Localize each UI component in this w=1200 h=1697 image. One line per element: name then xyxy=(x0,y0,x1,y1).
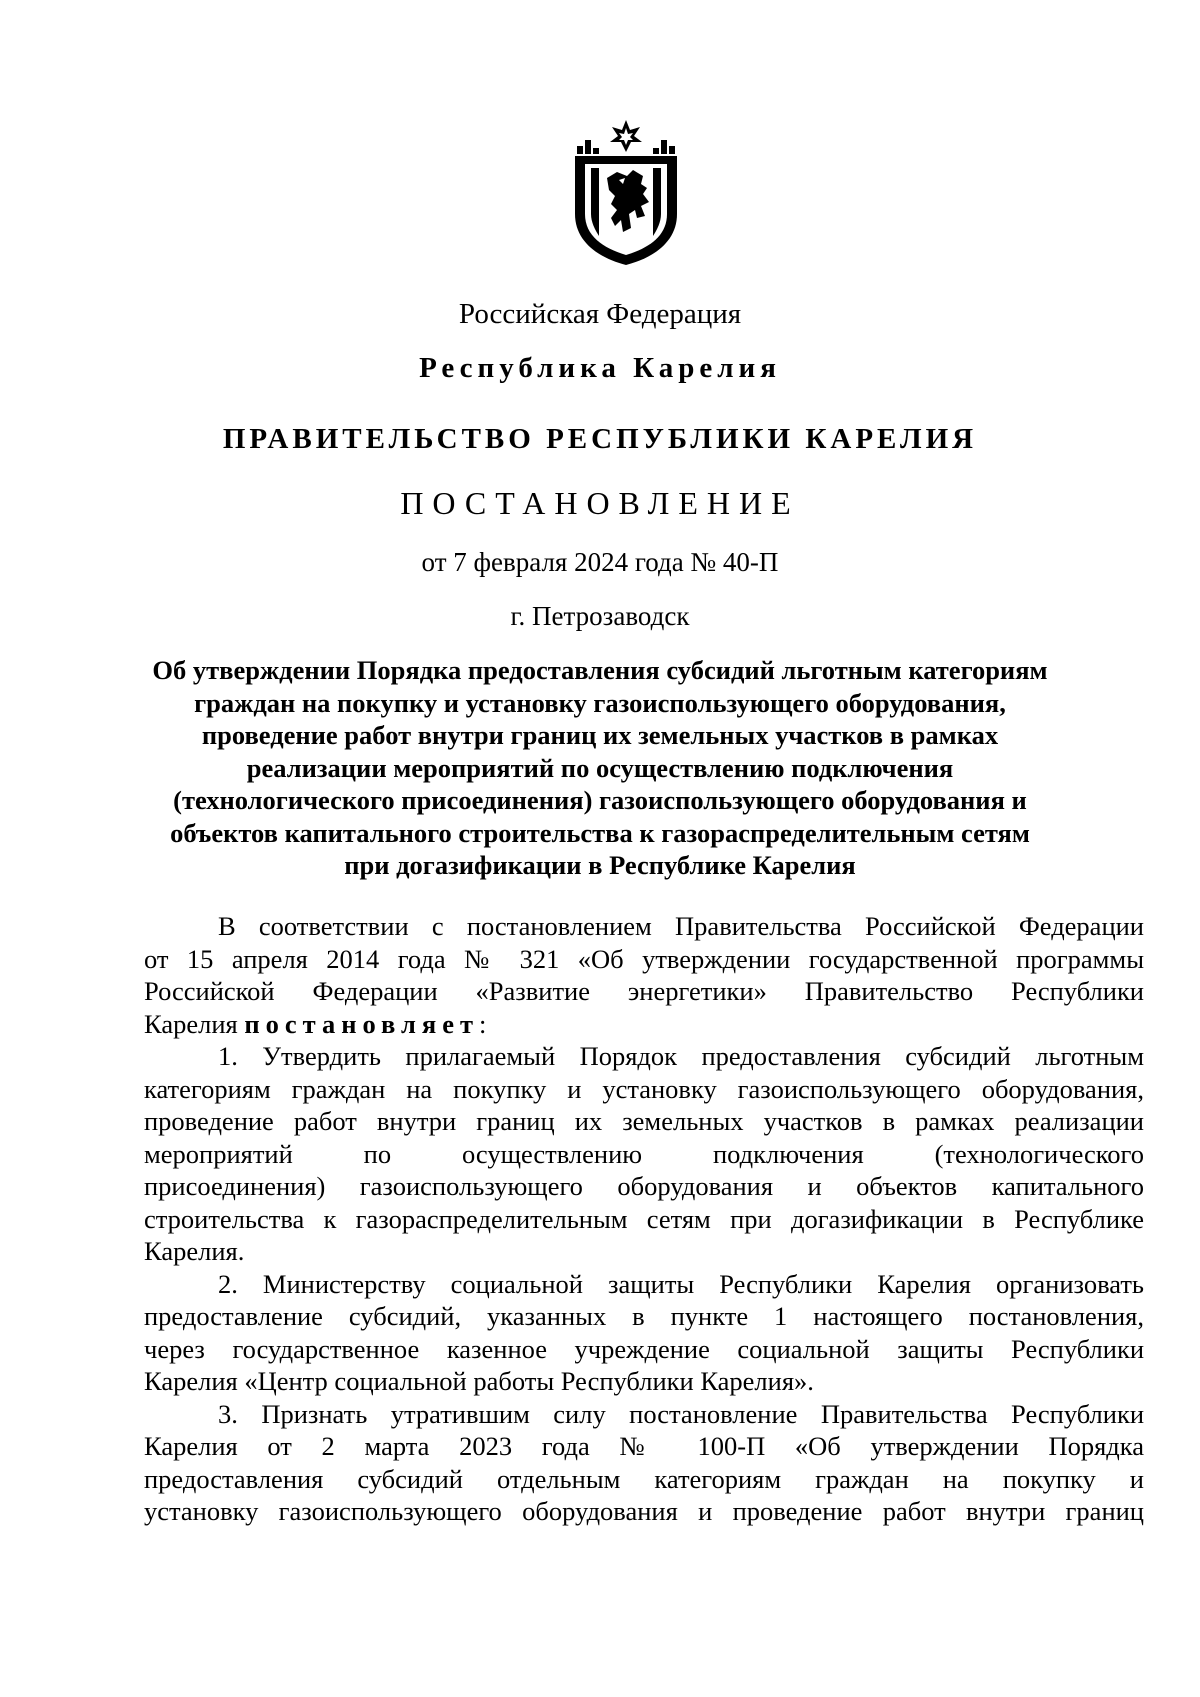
body-line: установку газоиспользующего оборудования и проведение работ внутри границ xyxy=(144,1496,1144,1526)
document-body xyxy=(144,910,1144,1528)
title-line: (технологического присоединения) газоиспользующего оборудования и xyxy=(173,785,1027,815)
body-line: предоставления субсидий отдельным категориям граждан на покупку и xyxy=(144,1463,1144,1494)
body-line: Карелия от 2 марта 2023 года № 100-П «Об утверждении Порядка xyxy=(144,1431,1144,1461)
body-line: 2. Министерству социальной защиты Республики Карелия организовать xyxy=(218,1268,1144,1299)
body-line: 3. Признать утратившим силу постановление Правительства Республики xyxy=(218,1398,1144,1429)
body-line: предоставление субсидий, указанных в пункте 1 настоящего постановления, xyxy=(144,1301,1144,1331)
body-line: Карелия «Центр социальной работы Республики Карелия». xyxy=(144,1366,814,1396)
body-line: Карелия. xyxy=(144,1236,245,1266)
body-line: Российской Федерации «Развитие энергетики» Правительство Республики xyxy=(144,976,1144,1006)
body-line: через государственное казенное учреждение социальной защиты Республики xyxy=(144,1333,1144,1364)
preamble-suffix: : xyxy=(479,1008,487,1039)
title-line: при догазификации в Республике Карелия xyxy=(344,850,856,880)
preamble-prefix: Карелия xyxy=(144,1008,245,1039)
decree-word: постановляет xyxy=(244,1008,480,1039)
document-date-number: от 7 февраля 2024 года № 40-П xyxy=(421,547,779,577)
republic-name: Республика Карелия xyxy=(419,352,781,384)
body-line: проведение работ внутри границ их земельных участков в рамках реализации xyxy=(144,1106,1144,1136)
karelia-coat-of-arms-emblem xyxy=(571,118,681,266)
body-line xyxy=(144,1008,1144,1041)
title-line: граждан на покупку и установку газоиспользующего оборудования, xyxy=(194,687,1006,718)
title-line: реализации мероприятий по осуществлению подключения xyxy=(246,752,954,783)
document-city: г. Петрозаводск xyxy=(510,601,690,631)
body-line: категориям граждан на покупку и установку газоиспользующего оборудования, xyxy=(144,1073,1144,1104)
body-line: от 15 апреля 2014 года № 321 «Об утверждении государственной программы xyxy=(144,943,1144,974)
body-line: присоединения) газоиспользующего оборудования и объектов капитального xyxy=(144,1171,1144,1201)
body-line: В соответствии с постановлением Правительства Российской Федерации xyxy=(218,911,1144,941)
body-line: строительства к газораспределительным сетям при догазификации в Республике xyxy=(144,1203,1144,1234)
government-name: ПРАВИТЕЛЬСТВО РЕСПУБЛИКИ КАРЕЛИЯ xyxy=(222,423,978,455)
country-name: Российская Федерация xyxy=(458,298,742,330)
title-line: Об утверждении Порядка предоставления субсидий льготным категориям xyxy=(152,655,1048,685)
body-line: мероприятий по осуществлению подключения (технологического xyxy=(144,1138,1144,1169)
document-title xyxy=(130,654,1070,882)
document-type: ПОСТАНОВЛЕНИЕ xyxy=(400,485,800,521)
title-line: проведение работ внутри границ их земельных участков в рамках xyxy=(201,720,999,750)
body-line: 1. Утвердить прилагаемый Порядок предоставления субсидий льготным xyxy=(218,1041,1144,1071)
title-line: объектов капитального строительства к газораспределительным сетям xyxy=(170,817,1030,848)
